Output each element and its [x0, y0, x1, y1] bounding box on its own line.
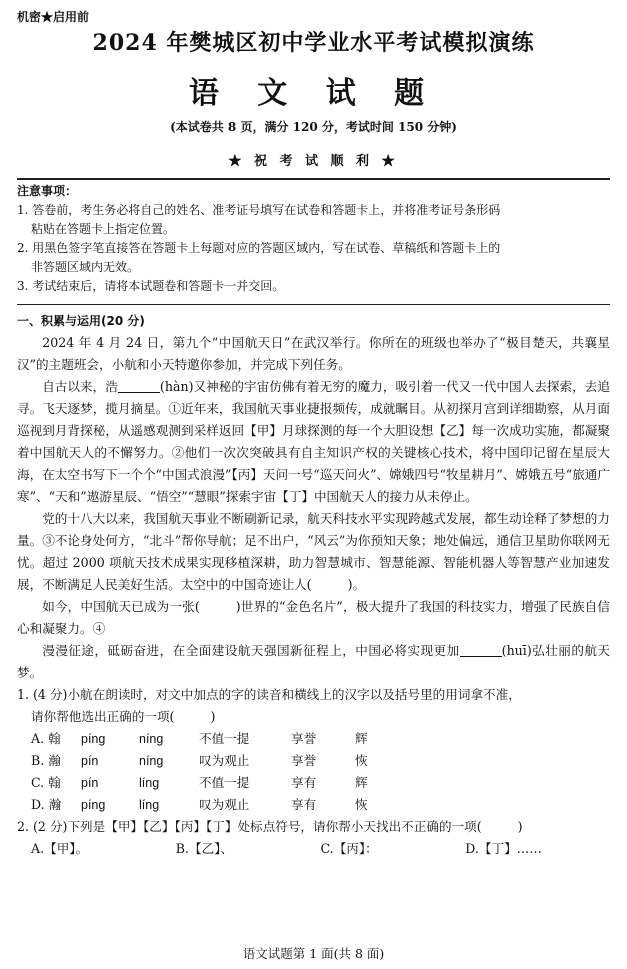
notice-heading: 注意事项： — [17, 184, 78, 198]
question-text: ) — [210, 709, 216, 724]
question-text: ) — [517, 819, 523, 834]
option-word: 辉 — [355, 731, 368, 746]
option-item: C.【丙】： — [320, 841, 378, 856]
option-word: 叹为观止 — [199, 797, 250, 812]
option-pinyin: píng — [81, 732, 106, 746]
question-2-stem — [17, 816, 610, 838]
question-1-stem — [17, 706, 610, 728]
question-2-options — [17, 838, 610, 860]
passage-text: 自古以来，浩 — [42, 379, 118, 394]
option-label: A. 翰 — [31, 731, 61, 746]
notice-item: 1. 答卷前，考生务必将自己的姓名、准考证号填写在试卷和答题卡上，并将准考证号条形码 — [17, 203, 501, 217]
option-pinyin: líng — [139, 798, 160, 812]
passage-text: (hàn)又神秘的宇宙仿佛有着无穷的魔力，吸引着一代又一代中国人去探索，去追寻。飞天逐梦，揽月摘星。①近年来，我国航天事业捷报频传，成就瞩目。从初探月宫到详细勘察，从月面巡视到月背探秘，从遥感观测到采样返回【甲】月球探测的每一个大胆设想【乙】每一次成功实施，都凝聚着中国航天人的不懈努力。②他们一次次突破具有自主知识产权的关键核心技术，将中国印记留在星辰大海，在太空书写下一个个“中国式浪漫”【丙】天问一号“巡天问火”、嫦娥四号“牧星耕月”、嫦娥五号“旅通广寒”、“天和”遨游星辰、“悟空”“慧眼”探索宇宙【丁】中国航天人的接力从未停止。 — [17, 379, 610, 504]
question-text: 2. (2 分)下列是【甲】【乙】【丙】【丁】处标点符号，请你帮小天找出不正确的一项( — [17, 819, 482, 834]
option-pinyin: líng — [139, 776, 160, 790]
passage-paragraph — [17, 376, 610, 508]
option-item: A.【甲】。 — [31, 841, 89, 856]
option-label: C. 翰 — [31, 775, 61, 790]
passage-text: 漫漫征途，砥砺奋进，在全面建设航天强国新征程上，中国必将实现更加 — [42, 643, 460, 658]
option-word: 不值一提 — [199, 775, 250, 790]
answer-blank — [118, 380, 160, 393]
passage-text: (huī)弘壮丽的航天梦。 — [17, 643, 611, 680]
exam-info: (本试卷共 8 页，满分 120 分，考试时间 150 分钟) — [170, 120, 457, 134]
answer-blank — [460, 644, 502, 657]
option-pinyin: pín — [81, 776, 99, 790]
option-word: 辉 — [355, 775, 368, 790]
option-word: 享誉 — [291, 753, 317, 768]
notice-item: 2. 用黑色签字笔直接答在答题卡上每题对应的答题区域内，写在试卷、草稿纸和答题卡上的 — [17, 241, 501, 255]
intro-paragraph: 2024 年 4 月 24 日，第九个“中国航天日”在武汉举行。你所在的班级也举办了“极目楚天，共襄星汉”的主题班会，小航和小天特邀你参加，并完成下列任务。 — [17, 335, 610, 372]
option-pinyin: píng — [81, 798, 106, 812]
passage-paragraph — [17, 596, 610, 640]
passage-paragraph — [17, 508, 610, 596]
section-heading: 一、积累与运用(20 分) — [17, 314, 145, 328]
question-1-options — [17, 728, 610, 816]
subject-title: 语 文 试 题 — [188, 76, 439, 111]
passage-text: 如今，中国航天已成为一张( — [42, 599, 200, 614]
divider — [17, 178, 610, 180]
exam-title: 2024 年樊城区初中学业水平考试模拟演练 — [92, 30, 535, 56]
option-word: 享有 — [291, 775, 317, 790]
passage-text: )。 — [347, 577, 366, 592]
divider — [17, 304, 610, 305]
option-item: D.【丁】…… — [465, 841, 542, 856]
question-1-stem: 1. (4 分)小航在朗读时，对文中加点的字的读音和横线上的汉字以及括号里的用词拿不准， — [17, 687, 521, 702]
notice-item: 粘贴在答题卡上指定位置。 — [31, 222, 176, 236]
option-label: D. 瀚 — [31, 797, 62, 812]
option-pinyin: níng — [139, 754, 164, 768]
option-word: 恢 — [355, 753, 368, 768]
notice-block — [17, 182, 610, 296]
option-word: 不值一提 — [199, 731, 250, 746]
option-row — [17, 728, 610, 750]
option-row — [17, 750, 610, 772]
page-footer: 语文试题第 1 面(共 8 面) — [242, 946, 385, 961]
option-word: 叹为观止 — [199, 753, 250, 768]
passage-text: 党的十八大以来，我国航天事业不断刷新记录，航天科技水平实现跨越式发展，都生动诠释了梦想的力量。③不论身处何方，“北斗”帮你导航；足不出户，“风云”为你预知天象；地处偏远，通信卫星助你联网无忧。超过 2000 项航天技术成果实现移植深耕，助力智慧城市、智慧能源、智能机器人等智慧产业加速发展，不断满足人民美好生活。太空中的中国奇迹让人( — [17, 511, 610, 592]
option-word: 享有 — [291, 797, 317, 812]
passage-paragraph — [17, 640, 610, 684]
option-pinyin: níng — [139, 732, 164, 746]
option-word: 享誉 — [291, 731, 317, 746]
question-text: 请你帮他选出正确的一项( — [31, 709, 175, 724]
option-pinyin: pín — [81, 754, 99, 768]
option-item: B.【乙】、 — [175, 841, 234, 856]
option-row — [17, 772, 610, 794]
option-row — [17, 794, 610, 816]
option-label: B. 瀚 — [31, 753, 61, 768]
secret-mark: 机密★启用前 — [17, 10, 90, 24]
notice-item: 非答题区域内无效。 — [31, 260, 140, 274]
section-content — [17, 310, 610, 860]
notice-item: 3. 考试结束后，请将本试题卷和答题卡一并交回。 — [17, 279, 285, 293]
passage-text: )世界的“金色名片”，极大提升了我国的科技实力，增强了民族自信心和凝聚力。④ — [17, 599, 610, 636]
option-word: 恢 — [355, 797, 368, 812]
good-luck-banner: ★ 祝 考 试 顺 利 ★ — [228, 154, 399, 169]
